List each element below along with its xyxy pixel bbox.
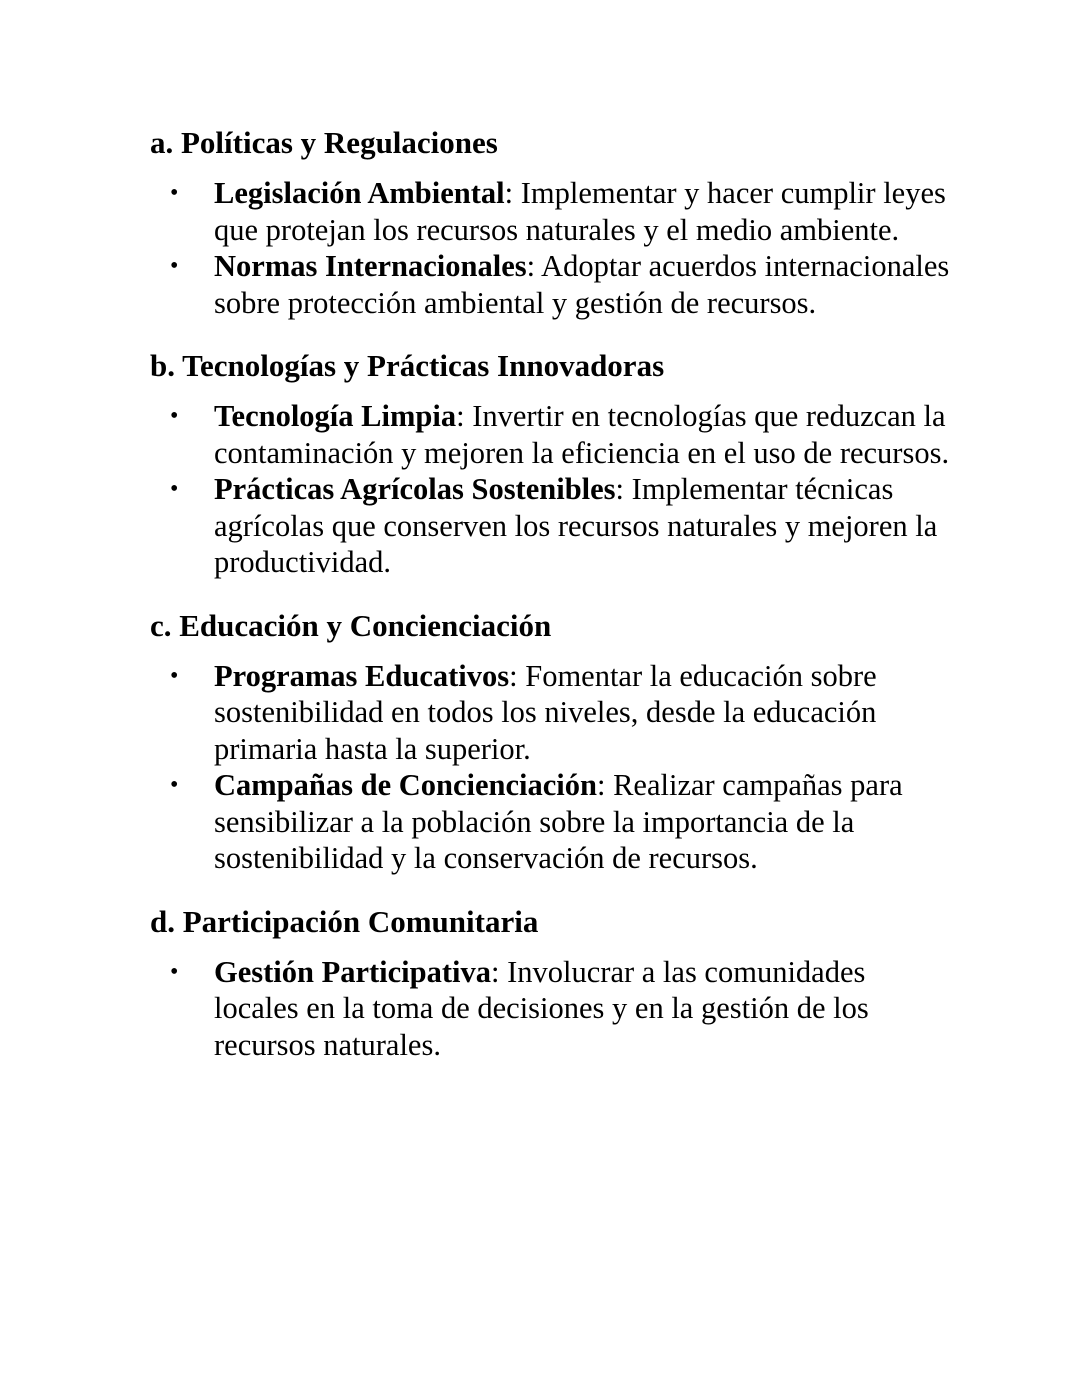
bullet-icon: •: [170, 662, 179, 689]
list-item: [150, 658, 950, 768]
item-text: Invertir en tecnologías que reduzcan la contaminación y mejoren la eficiencia en el uso de recursos.: [214, 399, 950, 470]
bullet-icon: •: [170, 476, 179, 502]
item-text: Realizar campañas para sensibilizar a la población sobre la importancia de la sostenibilidad y la conservación de recursos.: [214, 768, 903, 875]
item-term: Prácticas Agrícolas Sostenibles: [214, 472, 616, 506]
bullet-list: [150, 175, 950, 321]
item-separator: :: [526, 249, 536, 283]
section-community-participation: [150, 903, 950, 1064]
section-policies-regulations: [150, 124, 950, 321]
section-heading: c. Educación y Concienciación: [150, 607, 552, 643]
item-separator: :: [615, 472, 625, 506]
bullet-icon: •: [170, 958, 179, 985]
item-term: Programas Educativos: [214, 658, 510, 693]
item-text: Fomentar la educación sobre sostenibilidad en todos los niveles, desde la educación primaria hasta la superior.: [214, 658, 877, 766]
item-text: Involucrar a las comunidades locales en la toma de decisiones y en la gestión de los recursos naturales.: [214, 954, 869, 1062]
item-separator: :: [456, 399, 465, 433]
item-term: Campañas de Concienciación: [214, 768, 597, 802]
list-item: [150, 471, 950, 581]
bullet-list: [150, 398, 950, 581]
list-item: [150, 767, 950, 877]
item-text: Implementar y hacer cumplir leyes que protejan los recursos naturales y el medio ambiente.: [214, 176, 946, 247]
item-text: Implementar técnicas agrícolas que conserven los recursos naturales y mejoren la productividad.: [214, 472, 938, 579]
section-heading: b. Tecnologías y Prácticas Innovadoras: [150, 348, 665, 383]
item-term: Tecnología Limpia: [214, 399, 457, 433]
item-separator: :: [596, 768, 606, 802]
list-item: [150, 398, 950, 471]
item-term: Legislación Ambiental: [214, 176, 505, 210]
list-item: [150, 954, 950, 1064]
item-separator: :: [504, 176, 514, 210]
item-separator: :: [509, 658, 518, 693]
section-education-awareness: [150, 607, 950, 877]
item-text: Adoptar acuerdos internacionales sobre protección ambiental y gestión de recursos.: [214, 249, 950, 320]
document-body: [150, 124, 950, 1089]
bullet-icon: •: [170, 403, 179, 429]
item-term: Gestión Participativa: [214, 954, 492, 989]
bullet-list: [150, 658, 950, 877]
item-term: Normas Internacionales: [214, 249, 527, 283]
list-item: [150, 248, 950, 321]
bullet-icon: •: [170, 772, 179, 798]
item-separator: :: [491, 954, 500, 989]
bullet-icon: •: [170, 253, 179, 279]
bullet-icon: •: [170, 180, 179, 206]
section-heading: d. Participación Comunitaria: [150, 903, 539, 939]
section-heading: a. Políticas y Regulaciones: [150, 125, 498, 160]
bullet-list: [150, 954, 950, 1064]
section-technologies-practices: [150, 347, 950, 581]
list-item: [150, 175, 950, 248]
